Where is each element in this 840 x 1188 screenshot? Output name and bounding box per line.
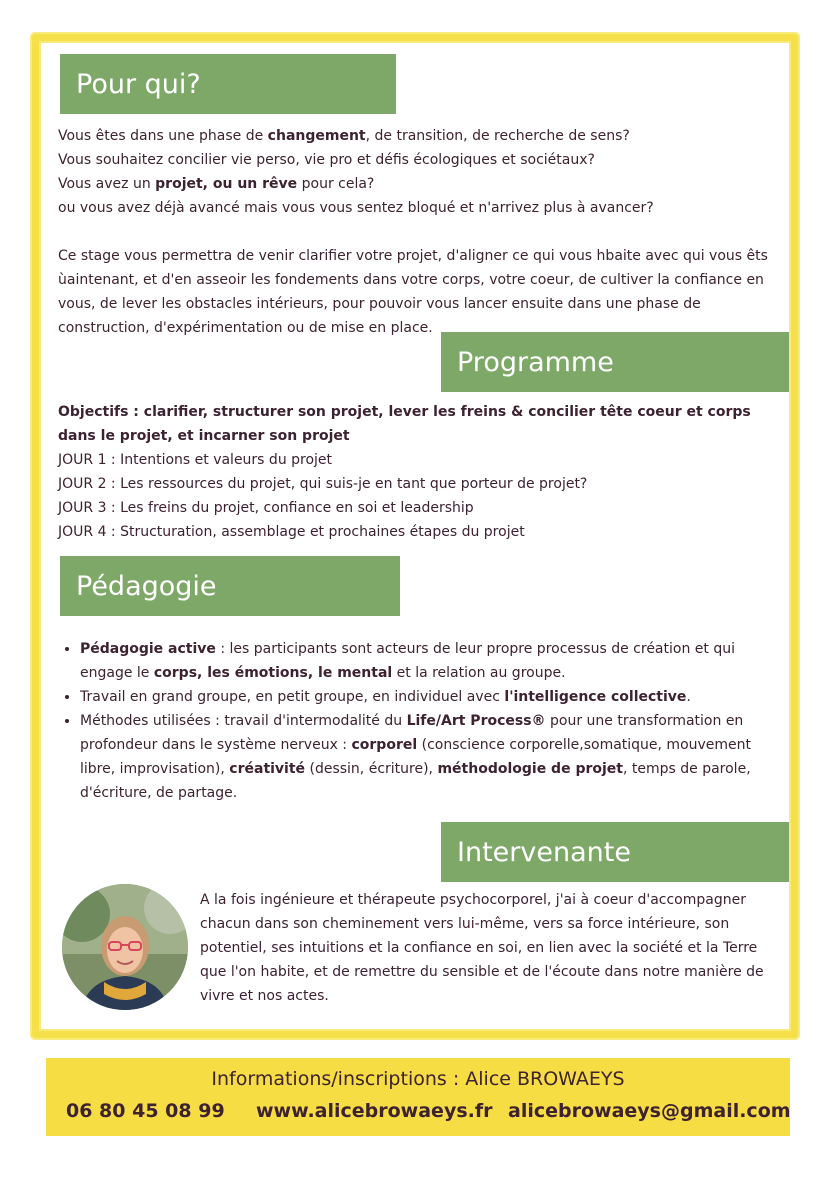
pour-qui-paragraph: Ce stage vous permettra de venir clarifier votre projet, d'aligner ce qui vous hbaite avec qui vous êts ùaintenant, et d'en asseoir les fondements dans votre corps, votre coeur, de cultiver la confiance en vous, de lever les obstacles intérieurs, pour pouvoir vous lancer ensuite dans une phase de construction, d'expérimentation ou de mise en place. [58, 248, 768, 336]
pour-qui-line-1: Vous êtes dans une phase de changement, de transition, de recherche de sens? [58, 128, 630, 144]
programme-jour-1: JOUR 1 : Intentions et valeurs du projet [58, 452, 333, 468]
pedagogie-item-3: • Méthodes utilisées : travail d'intermodalité du Life/Art Process® pour une transformation en profondeur dans le système nerveux : corporel (conscience corporelle,somatique, mouvement libre, improvisation), créativité (dessin, écriture), méthodologie de projet, temps de parole, d'écriture, de partage. [80, 709, 788, 805]
programme-title: Programme [457, 346, 614, 378]
programme-jour-4: JOUR 4 : Structuration, assemblage et prochaines étapes du projet [58, 524, 525, 540]
footer-email[interactable]: alicebrowaeys@gmail.com [508, 1100, 791, 1122]
intervenante-heading [441, 822, 789, 882]
pedagogie-heading [60, 556, 400, 616]
pedagogie-title: Pédagogie [76, 570, 217, 602]
pour-qui-title: Pour qui? [76, 68, 201, 100]
programme-objectifs: Objectifs : clarifier, structurer son projet, lever les freins & concilier tête coeur et corps dans le projet, et incarner son projet [58, 404, 751, 444]
programme-jour-3: JOUR 3 : Les freins du projet, confiance en soi et leadership [58, 500, 474, 516]
programme-heading [441, 332, 789, 392]
programme-jour-2: JOUR 2 : Les ressources du projet, qui suis-je en tant que porteur de projet? [58, 476, 588, 492]
footer-phone[interactable]: 06 80 45 08 99 [66, 1100, 225, 1122]
programme-text [58, 400, 788, 544]
pour-qui-line-4: ou vous avez déjà avancé mais vous vous sentez bloqué et n'arrivez plus à avancer? [58, 200, 654, 216]
footer-website[interactable]: www.alicebrowaeys.fr [256, 1100, 493, 1122]
footer-contact [46, 1058, 790, 1136]
pedagogie-item-2: • Travail en grand groupe, en petit groupe, en individuel avec l'intelligence collective. [80, 685, 788, 709]
pour-qui-heading [60, 54, 396, 114]
pedagogie-item-1: • Pédagogie active : les participants sont acteurs de leur propre processus de création et qui engage le corps, les émotions, le mental et la relation au groupe. [80, 637, 788, 685]
intervenante-bio: A la fois ingénieure et thérapeute psychocorporel, j'ai à coeur d'accompagner chacun dans son cheminement vers lui-même, vers sa force intérieure, son potentiel, ses intuitions et la confiance en soi, en lien avec la société et la Terre que l'on habite, et de remettre du sensible et de l'écoute dans notre manière de vivre et nos actes. [200, 892, 764, 1004]
pour-qui-text [58, 124, 788, 340]
pedagogie-list [58, 637, 788, 805]
intervenante-title: Intervenante [457, 836, 631, 868]
intervenante-text [200, 888, 780, 1008]
portrait-illustration [62, 884, 188, 1010]
portrait-photo [62, 884, 188, 1010]
pour-qui-line-2: Vous souhaitez concilier vie perso, vie pro et défis écologiques et sociétaux? [58, 152, 595, 168]
footer-info: Informations/inscriptions : Alice BROWAEYS [211, 1068, 625, 1090]
pour-qui-line-3: Vous avez un projet, ou un rêve pour cela? [58, 176, 375, 192]
pedagogie-text [58, 637, 788, 805]
